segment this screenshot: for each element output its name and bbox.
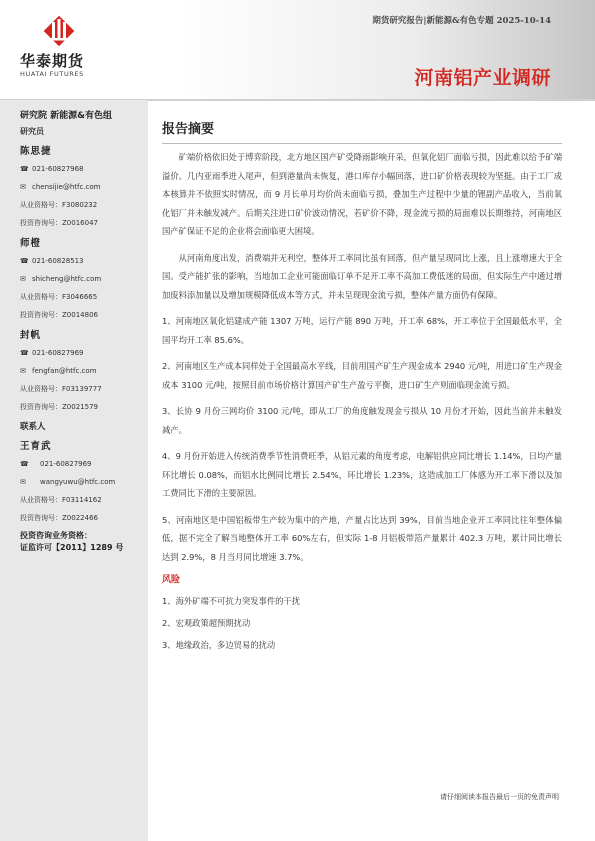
mail-icon: ✉	[20, 366, 26, 375]
analyst-email[interactable]: shicheng@htfc.com	[32, 274, 102, 283]
consult-label: 投资咨询号：	[20, 402, 62, 411]
analyst-email[interactable]: fengfan@htfc.com	[32, 366, 97, 375]
consult-label: 投资咨询号：	[20, 218, 62, 227]
report-type-date: 期货研究报告|新能源&有色专题 2025-10-14	[372, 16, 551, 26]
report-body	[162, 118, 562, 651]
analyst-name: 陈思捷	[20, 146, 52, 157]
summary-paragraph: 矿端价格依旧处于博弈阶段，北方地区国产矿受降雨影响开采，但氧化铝厂面临亏损，因此难以给予矿端溢价。几内亚雨季进入尾声，但到港量尚未恢复，港口库存小幅回落，进口矿价格表现较为坚挺。由于工厂成本核算并不依照实时情况，而 9 月长单月均价尚未面临亏损，叠加生产过程中少量的锂副产品收入，当前氧化铝厂并未触发减产。后期关注进口矿价波动情况，若矿价不降，现金流亏损的局面难以长期维持，河南地区国产矿保证不足的企业将会面临更大困境。	[162, 152, 562, 236]
consult-number: Z0016047	[62, 218, 98, 227]
analyst-name: 师橙	[20, 238, 42, 249]
phone-icon: ☎	[20, 164, 29, 173]
consult-number: Z0021579	[62, 402, 98, 411]
key-point: 3、长协 9 月份三网均价 3100 元/吨，即从工厂的角度触发现金亏损从 10 月份才开始，因此当前并未触发减产。	[162, 406, 562, 435]
logo-text-cn: 华泰期货	[20, 52, 85, 70]
risk-heading: 风险	[162, 575, 181, 585]
mail-icon: ✉	[20, 477, 26, 486]
risk-item: 3、地缘政治，多边贸易的扰动	[162, 640, 276, 650]
company-logo	[20, 10, 115, 85]
qualification-number: F03114162	[62, 495, 102, 504]
risk-item: 1、海外矿端不可抗力突发事件的干扰	[162, 596, 301, 606]
key-point: 5、河南地区是中国铝板带生产较为集中的产地，产量占比达到 39%，目前当地企业开工率同比往年整体偏低，据不完全了解当地整体开工率 60%左右，但实际 1-8 月铝板带箔产量累计 402.3 万吨，累计同比增长达到 2.9%，8 月当月同比增速 3.7%。	[162, 514, 562, 562]
analyst-phone: 021-60828513	[32, 256, 84, 265]
key-point: 4、9 月份开始进入传统消费季节性消费旺季，从铝元素的角度考虑，电解铝供应同比增长 1.14%，日均产量环比增长 0.08%，而铝水比例同比增长 2.54%，环比增长 1.23%，这造成加工厂体感为开工率下滑以及加工费同比下滑的主要原因。	[162, 451, 562, 498]
qualification-number: F3080232	[62, 200, 98, 209]
key-point: 1、河南地区氧化铝建成产能 1307 万吨，运行产能 890 万吨，开工率 68%，开工率位于全国最低水平，全国平均开工率 85.6%。	[162, 316, 562, 345]
qualification-number: F3046665	[62, 292, 98, 301]
role-label: 研究员	[20, 127, 44, 136]
disclaimer-note: 请仔细阅读本报告最后一页的免责声明	[440, 793, 559, 801]
analyst-name: 封帆	[20, 330, 42, 341]
contact-block	[20, 438, 145, 524]
analyst-email[interactable]: chensijie@htfc.com	[32, 182, 101, 191]
department-label: 研究院 新能源&有色组	[20, 111, 112, 121]
consult-number: Z0022466	[62, 513, 98, 522]
contact-heading: 联系人	[20, 422, 46, 432]
mail-icon: ✉	[20, 182, 26, 191]
qualification-number: F03139777	[62, 384, 102, 393]
contact-name: 王育武	[20, 441, 52, 452]
license-label: 投资咨询业务资格：	[20, 531, 92, 540]
report-header	[0, 0, 595, 100]
qualification-label: 从业资格号：	[20, 384, 62, 393]
phone-icon: ☎	[20, 256, 29, 265]
mail-icon: ✉	[20, 274, 26, 283]
analyst-phone: 021-60827969	[32, 348, 84, 357]
phone-icon: ☎	[20, 459, 29, 468]
consult-number: Z0014806	[62, 310, 98, 319]
consult-label: 投资咨询号：	[20, 513, 62, 522]
consult-label: 投资咨询号：	[20, 310, 62, 319]
analyst-block	[20, 327, 145, 413]
section-divider	[162, 143, 562, 144]
logo-text-en: HUATAI FUTURES	[20, 70, 84, 78]
qualification-label: 从业资格号：	[20, 200, 62, 209]
key-point: 2、河南地区生产成本同样处于全国最高水平线，目前用国产矿生产现金成本 2940 元/吨，用进口矿生产现金成本 3100 元/吨，按照目前市场价格计算国产矿生产盈亏平衡，进口矿生产则面临现金流亏损。	[162, 361, 562, 390]
summary-paragraph: 从河南角度出发，消费端并无利空，整体开工率同比虽有回落，但产量呈现同比上涨，且上涨增速大于全国。受产能扩张的影响，当地加工企业可能面临订单不足开工率不高加工费低迷的局面，但实际生产中通过增加废料添加量以及增加规模降低成本等方式，并未呈现现金流亏损，整体产量方面仍有保障。	[162, 252, 562, 300]
analyst-block	[20, 235, 145, 321]
huatai-logo-icon	[42, 14, 76, 48]
report-title: 河南铝产业调研	[414, 67, 551, 89]
license-number: 证监许可【2011】1289 号	[20, 543, 124, 552]
author-sidebar	[0, 100, 148, 841]
analyst-phone: 021-60827968	[32, 164, 84, 173]
contact-email[interactable]: wangyuwu@htfc.com	[40, 477, 116, 486]
contact-phone: 021-60827969	[40, 459, 92, 468]
license-info	[20, 530, 145, 554]
phone-icon: ☎	[20, 348, 29, 357]
qualification-label: 从业资格号：	[20, 495, 62, 504]
analyst-block	[20, 143, 145, 229]
section-title: 报告摘要	[162, 122, 215, 137]
risk-item: 2、宏观政策超预期扰动	[162, 618, 251, 628]
qualification-label: 从业资格号：	[20, 292, 62, 301]
